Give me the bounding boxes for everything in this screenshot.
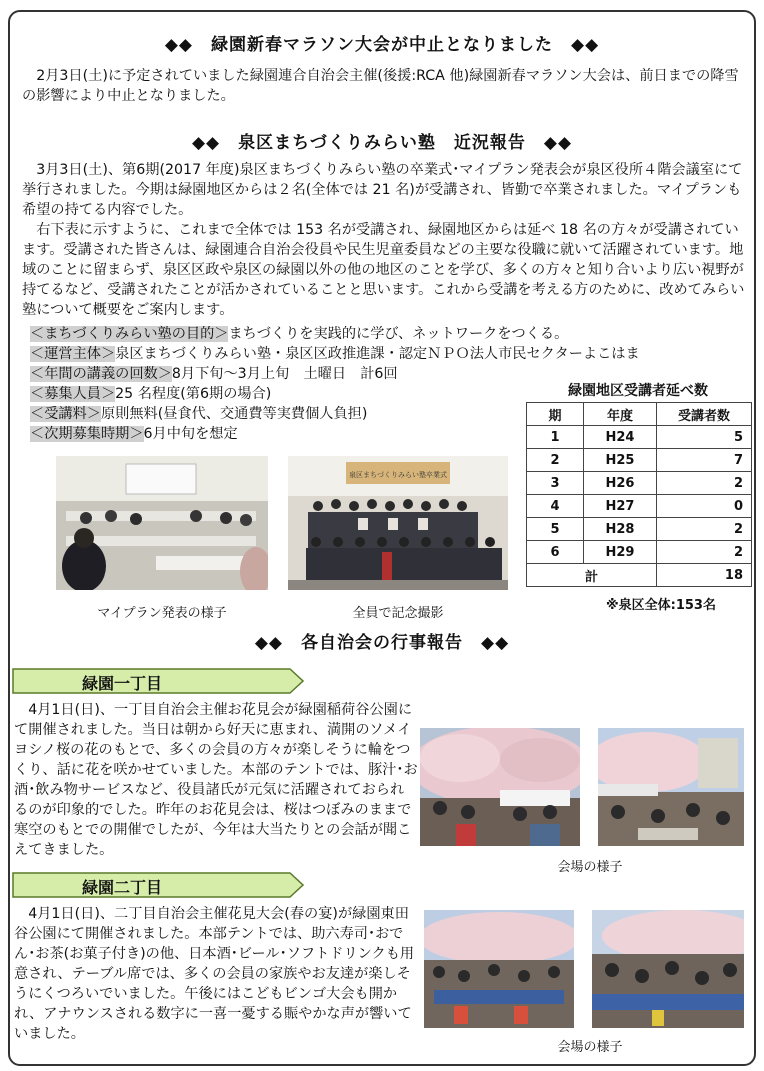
table-cell: 2 xyxy=(527,449,584,472)
info-tag: ＜年間の講義の回数＞ xyxy=(30,366,172,382)
ch2-text: 4月1日(日)、二丁目自治会主催花見大会(春の宴)が緑園東田谷公園にて開催されました。本部テントでは、助六寿司･おでん･お茶(お菓子付き)の他、日本酒･ビール･ソフトドリンクも用意され、テーブル席では、多くの会員の家族やお友達が楽しそうにくつろいでいました。午後にはこどもビンゴ大会も開かれ、アナウンスされる数字に一喜一憂する賑やかな声が響いていました。 xyxy=(14,906,415,1042)
table-cell: 6 xyxy=(527,541,584,564)
ch2-photo-1-image xyxy=(424,910,574,1028)
juku-heading: ◆◆ 泉区まちづくりみらい塾 近況報告 ◆◆ xyxy=(191,133,573,153)
table-cell: H25 xyxy=(584,449,657,472)
table-cell: 7 xyxy=(657,449,752,472)
presentation-photo xyxy=(56,456,268,590)
juku-body xyxy=(22,160,746,320)
table-cell: 5 xyxy=(527,518,584,541)
table-row xyxy=(527,495,752,518)
table-header: 期 xyxy=(527,403,584,426)
ch1-caption: 会場の様子 xyxy=(557,860,623,875)
ch2-caption: 会場の様子 xyxy=(557,1040,623,1055)
ch1-photo-1 xyxy=(420,728,580,846)
table-cell: H29 xyxy=(584,541,657,564)
juku-para-1: 3月3日(土)、第6期(2017 年度)泉区まちづくりみらい塾の卒業式･マイプラン発表会が泉区役所４階会議室にて挙行されました。今期は緑園地区からは２名(全体では 21 名)が受講され、皆勤で卒業されました。マイプランも希望の持てる内容でした。 xyxy=(22,162,743,218)
table-total-label: 計 xyxy=(527,564,657,587)
ch2-photo-2-image xyxy=(592,910,744,1028)
table-cell: 2 xyxy=(657,518,752,541)
marathon-text: 2月3日(土)に予定されていました緑園連合自治会主催(後援:RCA 他)緑園新春マラソン大会は、前日までの降雪の影響により中止となりました。 xyxy=(22,68,739,104)
info-tag: ＜受講料＞ xyxy=(30,406,101,422)
info-tag: ＜まちづくりみらい塾の目的＞ xyxy=(30,326,229,342)
table-header-row xyxy=(527,403,752,426)
group-caption: 全員で記念撮影 xyxy=(352,606,444,621)
table-header: 受講者数 xyxy=(657,403,752,426)
table-total-row xyxy=(527,564,752,587)
info-text: まちづくりを実践的に学び、ネットワークをつくる。 xyxy=(228,326,569,342)
table-cell: 3 xyxy=(527,472,584,495)
table-cell: 1 xyxy=(527,426,584,449)
table-cell: H28 xyxy=(584,518,657,541)
info-text: 25 名程度(第6期の場合) xyxy=(115,386,272,402)
table-total-value: 18 xyxy=(657,564,752,587)
ch1-photo-1-image xyxy=(420,728,580,846)
ch2-banner xyxy=(12,872,304,898)
ch2-photo-2 xyxy=(592,910,744,1028)
stats-table xyxy=(526,402,752,587)
sign-text: 泉区まちづくりみらい塾卒業式 xyxy=(349,471,447,479)
table-cell: 5 xyxy=(657,426,752,449)
group-photo xyxy=(288,456,508,590)
ch1-photo-2 xyxy=(598,728,744,846)
table-cell: H27 xyxy=(584,495,657,518)
info-text: 6月中旬を想定 xyxy=(143,426,238,442)
info-tag: ＜次期募集時期＞ xyxy=(30,426,144,442)
table-note: ※泉区全体:153名 xyxy=(606,598,716,613)
table-cell: 4 xyxy=(527,495,584,518)
table-row xyxy=(527,449,752,472)
table-row xyxy=(527,472,752,495)
marathon-heading: ◆◆ 緑園新春マラソン大会が中止となりました ◆◆ xyxy=(164,35,600,55)
table-cell: 0 xyxy=(657,495,752,518)
presentation-caption: マイプラン発表の様子 xyxy=(97,606,227,621)
info-organizer xyxy=(30,344,640,364)
marathon-body xyxy=(22,66,746,106)
ch2-photo-1 xyxy=(424,910,574,1028)
ch1-photo-2-image xyxy=(598,728,744,846)
info-tag: ＜募集人員＞ xyxy=(30,386,116,402)
ch1-title: 緑園一丁目 xyxy=(82,674,163,693)
table-row xyxy=(527,518,752,541)
info-tag: ＜運営主体＞ xyxy=(30,346,116,362)
table-row xyxy=(527,426,752,449)
stats-table-title: 緑園地区受講者延べ数 xyxy=(568,383,708,399)
table-cell: H24 xyxy=(584,426,657,449)
ch1-banner xyxy=(12,668,304,694)
table-row xyxy=(527,541,752,564)
info-text: 泉区まちづくりみらい塾・泉区区政推進課・認定ＮＰＯ法人市民セクターよこはま xyxy=(115,346,640,362)
table-header: 年度 xyxy=(584,403,657,426)
info-text: 原則無料(昼食代、交通費等実費個人負担) xyxy=(100,406,368,422)
juku-para-2: 右下表に示すように、これまで全体では 153 名が受講され、緑園地区からは延べ 18 名の方々が受講されています。受講された皆さんは、緑園連合自治会役員や民生児童委員などの主要な役職に就いて活躍されています。地域のことに留まらず、泉区区政や泉区の緑園以外の他の地区のことを学び、多くの方々と知り合いより広い視野が持てるなど、受講されたことが活かされていることと思います。これから受講を考える方のために、改めてみらい塾について概要をご案内します。 xyxy=(22,222,745,318)
info-text: 8月下旬～3月上旬 土曜日 計6回 xyxy=(171,366,398,382)
ch2-body xyxy=(14,904,418,1044)
ch1-text-content: 4月1日(日)、一丁目自治会主催お花見会が緑園稲荷谷公園にて開催されました。当日は朝から好天に恵まれ、満開のソメイヨシノ桜の花のもとで、多くの会員の方々が楽しそうに輪をつくり、話に花を咲かせていました。本部のテントでは、豚汁･お酒･飲み物サービスなど、役員諸氏が元気に活躍されておられるのが印象的でした。昨年のお花見会は、桜はつぼみのままで寒空のもとでの開催でしたが、今年は大当たりとの会話が聞こえてきました。 xyxy=(14,702,418,858)
presentation-photo-image xyxy=(56,456,268,590)
table-cell: 2 xyxy=(657,472,752,495)
group-photo-image xyxy=(288,456,508,590)
table-cell: H26 xyxy=(584,472,657,495)
ch2-title: 緑園二丁目 xyxy=(82,878,163,897)
info-purpose xyxy=(30,324,640,344)
table-cell: 2 xyxy=(657,541,752,564)
events-heading: ◆◆ 各自治会の行事報告 ◆◆ xyxy=(254,633,510,653)
